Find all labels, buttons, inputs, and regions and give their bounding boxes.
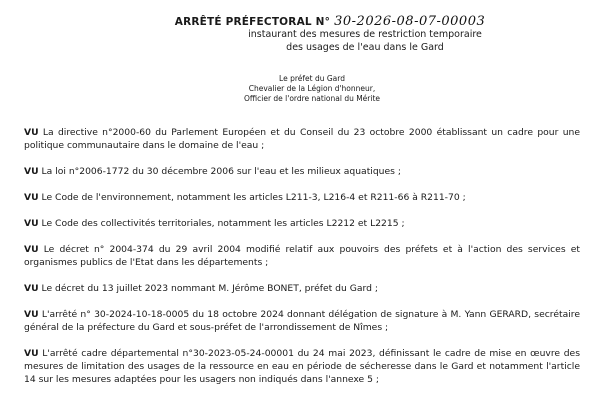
clause-text: L'arrêté n° 30-2024-10-18-0005 du 18 octobre 2024 donnant délégation de signature à M. Yann GERARD, secrétaire général de la préfecture du Gard et sous-préfet de l'arrondissement de Nîmes ;	[24, 309, 581, 333]
clause-text: La directive n°2000-60 du Parlement Européen et du Conseil du 23 octobre 2000 établissant un cadre pour une politique communautaire dans le domaine de l'eau ;	[24, 127, 580, 151]
title-row	[60, 14, 600, 29]
signatory-line-1: Le préfet du Gard	[279, 74, 345, 83]
clause-code-environnement	[24, 191, 580, 204]
clause-arrete-delegation	[24, 308, 580, 334]
clause-code-collectivites	[24, 217, 580, 230]
clause-prefix: VU	[24, 127, 39, 138]
clause-decret-2004	[24, 243, 580, 269]
signatory-line-3: Officier de l'ordre national du Mérite	[243, 94, 381, 103]
clause-prefix: VU	[24, 166, 39, 177]
clause-loi-eau	[24, 165, 580, 178]
decree-subtitle-line-2: des usages de l'eau dans le Gard	[286, 41, 444, 53]
clauses-list	[24, 126, 580, 399]
signatory-block	[0, 74, 600, 104]
clause-prefix: VU	[24, 192, 39, 203]
clause-prefix: VU	[24, 244, 39, 255]
clause-text: L'arrêté cadre départemental n°30-2023-05-24-00001 du 24 mai 2023, définissant le cadre de mise en œuvre des mesures de limitation des usages de la ressource en eau en période de sécheresse dans le Gard et notamment l'article 14 sur les mesures adaptées pour les usagers non indiqués dans l'annexe 5 ;	[24, 348, 580, 385]
clause-text: Le décret n° 2004-374 du 29 avril 2004 modifié relatif aux pouvoirs des préfets et à l'action des services et organismes publics de l'Etat dans les départements ;	[24, 244, 581, 268]
clause-text: Le Code de l'environnement, notamment les articles L211-3, L216-4 et R211-66 à R211-70 ;	[41, 192, 466, 203]
clause-directive	[24, 126, 580, 152]
clause-prefix: VU	[24, 309, 39, 320]
clause-arrete-cadre	[24, 347, 580, 386]
clause-decret-2023	[24, 282, 580, 295]
decree-number-handwritten: 30-2026-08-07-00003	[334, 14, 486, 29]
clause-text: La loi n°2006-1772 du 30 décembre 2006 sur l'eau et les milieux aquatiques ;	[41, 166, 401, 177]
clause-prefix: VU	[24, 348, 39, 359]
clause-text: Le Code des collectivités territoriales, notamment les articles L2212 et L2215 ;	[41, 218, 405, 229]
document-header	[0, 14, 600, 54]
clause-prefix: VU	[24, 218, 39, 229]
signatory-line-2: Chevalier de la Légion d'honneur,	[248, 84, 376, 93]
decree-subtitle-line-1: instaurant des mesures de restriction temporaire	[248, 29, 482, 40]
clause-prefix: VU	[24, 283, 39, 294]
decree-title: ARRÊTÉ PRÉFECTORAL N°	[174, 16, 331, 28]
clause-text: Le décret du 13 juillet 2023 nommant M. Jérôme BONET, préfet du Gard ;	[41, 283, 378, 294]
